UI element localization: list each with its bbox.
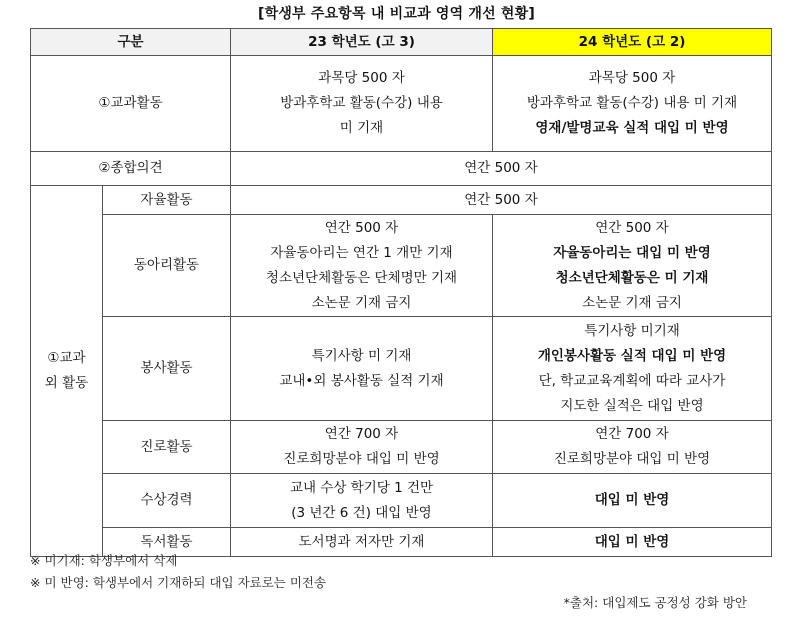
row-label-career: 진로활동 xyxy=(103,421,231,474)
cell-2023 xyxy=(231,421,493,474)
cell-line: 방과후학교 활동(수강) 내용 xyxy=(280,95,443,111)
cell-line: 연간 500 자 xyxy=(595,219,669,236)
cell-2023 xyxy=(231,56,493,152)
table-row xyxy=(31,56,772,152)
cell-line: 자율동아리는 연간 1 개만 기재 xyxy=(270,244,453,261)
cell-merged: 연간 500 자 xyxy=(231,152,772,186)
header-2024: 24 학년도 (고 2) xyxy=(493,29,772,56)
footnote: ※ 미 반영: 학생부에서 기재하되 대입 자료로는 미전송 xyxy=(30,575,327,590)
row-label-overall-opinion: ②종합의견 xyxy=(31,152,231,186)
cell-line: 과목당 500 자 xyxy=(588,70,676,86)
cell-line-bold: 영재/발명교육 실적 대입 미 반영 xyxy=(535,120,729,136)
table-row xyxy=(31,152,772,186)
cell-line: 도서명과 저자만 기재 xyxy=(298,533,425,550)
cell-line: 특기사항 미기재 xyxy=(584,322,680,339)
footnote: ※ 미기재: 학생부에서 삭제 xyxy=(30,553,178,568)
table-row xyxy=(31,421,772,474)
cell-2024 xyxy=(493,56,772,152)
cell-line: 소논문 기재 금지 xyxy=(311,294,412,311)
cell-line: 단, 학교교육계획에 따라 교사가 xyxy=(538,372,726,389)
page-title: [학생부 주요항목 내 비교과 영역 개선 현황] xyxy=(258,6,535,22)
group-label-line: ①교과 xyxy=(47,350,86,366)
cell-2023 xyxy=(231,317,493,421)
row-label-volunteer: 봉사활동 xyxy=(103,317,231,421)
cell-2023 xyxy=(231,474,493,528)
source-note: *출처: 대입제도 공정성 강화 방안 xyxy=(563,595,747,610)
header-2023: 23 학년도 (고 3) xyxy=(231,29,493,56)
cell-line-bold: 대입 미 반영 xyxy=(594,533,670,550)
row-label-reading: 독서활동 xyxy=(103,528,231,557)
cell-line: 미 기재 xyxy=(339,120,384,136)
cell-line: 교내•외 봉사활동 실적 기재 xyxy=(279,372,444,389)
cell-line-bold: 자율동아리는 대입 미 반영 xyxy=(553,244,711,261)
cell-line: (3 년간 6 건) 대입 반영 xyxy=(291,504,432,521)
cell-line: 연간 700 자 xyxy=(595,426,669,442)
cell-line-bold: 청소년단체활동은 미 기재 xyxy=(555,269,709,286)
table-row xyxy=(31,215,772,317)
table-header-row xyxy=(31,29,772,56)
table-row xyxy=(31,474,772,528)
group-label-line: 외 활동 xyxy=(44,375,89,391)
table-row xyxy=(31,317,772,421)
cell-line: 교내 수상 학기당 1 건만 xyxy=(289,479,434,496)
row-label-autonomous: 자율활동 xyxy=(103,186,231,215)
cell-line: 지도한 실적은 대입 반영 xyxy=(560,397,704,414)
cell-line: 진로희망분야 대입 미 반영 xyxy=(283,451,440,467)
cell-line: 청소년단체활동은 단체명만 기재 xyxy=(265,269,458,286)
cell-line: 방과후학교 활동(수강) 내용 미 기재 xyxy=(526,95,738,111)
cell-line: 소논문 기재 금지 xyxy=(582,294,682,311)
cell-line: 연간 500 자 xyxy=(324,219,399,236)
comparison-table xyxy=(30,28,772,557)
cell-2024 xyxy=(493,421,772,474)
cell-2024 xyxy=(493,474,772,528)
group-label-extracurricular xyxy=(31,186,103,557)
cell-line: 특기사항 미 기재 xyxy=(311,347,412,364)
cell-2024 xyxy=(493,317,772,421)
footnotes xyxy=(30,550,326,594)
cell-line: 과목당 500 자 xyxy=(318,70,405,86)
row-label-subject-activity: ①교과활동 xyxy=(31,56,231,152)
cell-line: 연간 700 자 xyxy=(324,426,399,442)
cell-2024 xyxy=(493,528,772,557)
cell-2023 xyxy=(231,215,493,317)
row-label-club: 동아리활동 xyxy=(103,215,231,317)
row-label-awards: 수상경력 xyxy=(103,474,231,528)
cell-line-bold: 개인봉사활동 실적 대입 미 반영 xyxy=(537,347,727,364)
cell-2024 xyxy=(493,215,772,317)
header-category: 구분 xyxy=(31,29,231,56)
cell-line-bold: 대입 미 반영 xyxy=(594,492,670,508)
table-row xyxy=(31,186,772,215)
cell-line: 진로희망분야 대입 미 반영 xyxy=(553,451,711,467)
cell-merged: 연간 500 자 xyxy=(231,186,772,215)
